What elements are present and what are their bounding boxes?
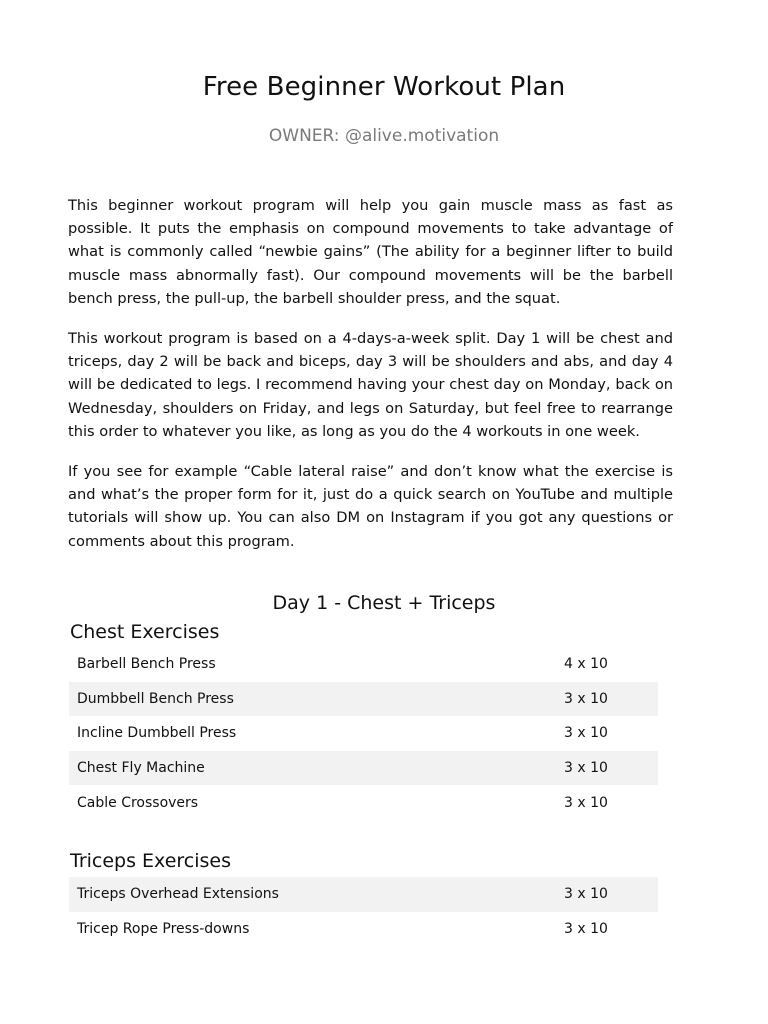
exercise-name: Dumbbell Bench Press [77,690,234,707]
table-row [69,647,658,682]
exercise-sets: 3 x 10 [564,760,608,777]
table-row [69,912,658,947]
help-paragraph: If you see for example “Cable lateral raise” and don’t know what the exercise is and what’s the proper form for it, just do a quick search on YouTube and multiple tutorials will show up. You can also DM on Instagram if you got any questions or comments about this program. [68,463,673,550]
triceps-exercises-table [69,877,658,946]
exercise-name: Incline Dumbbell Press [77,725,237,742]
table-row [69,682,658,717]
exercise-name: Chest Fly Machine [77,760,205,777]
table-row [69,751,658,786]
exercise-name: Barbell Bench Press [77,656,216,673]
split-paragraph: This workout program is based on a 4-days-a-week split. Day 1 will be chest and triceps, day 2 will be back and biceps, day 3 will be shoulders and abs, and day 4 will be dedicated to legs. I recommend having your chest day on Monday, back on Wednesday, shoulders on Friday, and legs on Saturday, but feel free to rearrange this order to whatever you like, as long as you do the 4 workouts in one week. [68,330,673,440]
exercise-sets: 4 x 10 [564,656,608,673]
exercise-sets: 3 x 10 [564,886,608,903]
owner-line: OWNER: @alive.motivation [268,126,500,146]
exercise-sets: 3 x 10 [564,725,608,742]
exercise-name: Tricep Rope Press-downs [77,920,250,937]
exercise-name: Cable Crossovers [77,794,199,811]
exercise-sets: 3 x 10 [564,690,608,707]
document-title: Free Beginner Workout Plan [202,72,566,102]
exercise-name: Triceps Overhead Extensions [77,886,279,903]
table-row [69,877,658,912]
table-row [69,716,658,751]
table-row [69,785,658,820]
exercise-sets: 3 x 10 [564,920,608,937]
day-1-title: Day 1 - Chest + Triceps [272,592,496,614]
triceps-exercises-heading: Triceps Exercises [70,850,231,872]
intro-paragraph: This beginner workout program will help you gain muscle mass as fast as possible. It puts the emphasis on compound movements to take advantage of what is commonly called “newbie gains” (The ability for a beginner lifter to build muscle mass abnormally fast). Our compound movements will be the barbell bench press, the pull-up, the barbell shoulder press, and the squat. [68,197,673,307]
chest-exercises-heading: Chest Exercises [70,621,220,643]
exercise-sets: 3 x 10 [564,794,608,811]
chest-exercises-table [69,647,658,820]
